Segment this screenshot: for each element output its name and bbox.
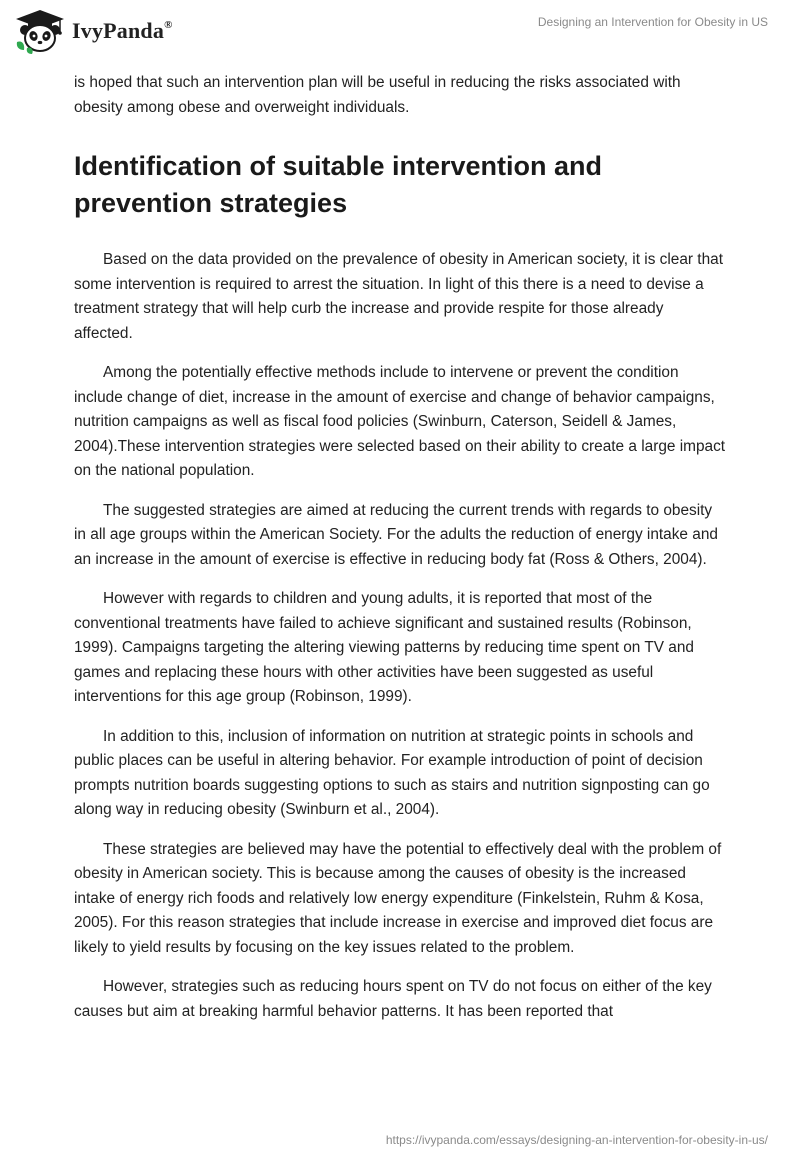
body-paragraph: In addition to this, inclusion of information on nutrition at strategic points in schools and public places can be useful in altering behavior. For example introduction of point of decision prompts nutrition boards suggesting options to such as stairs and nutrition signposting can go along way in reducing obesity (Swinburn et al., 2004).: [74, 727, 710, 818]
document-title: Designing an Intervention for Obesity in US: [537, 15, 768, 29]
essay-body: [74, 71, 726, 1039]
intro-paragraph: is hoped that such an intervention plan will be useful in reducing the risks associated with obesity among obese and overweight individuals.: [74, 74, 681, 116]
panda-graduation-icon: [14, 8, 66, 54]
ivypanda-logo[interactable]: [14, 8, 173, 54]
body-paragraph: Among the potentially effective methods include to intervene or prevent the condition include change of diet, increase in the amount of exercise and change of behavior campaigns, nutrition campaigns as well as fiscal food policies (Swinburn, Caterson, Seidell & James, 2004).These intervention strategies were selected based on their ability to create a large impact on the national population.: [74, 364, 726, 479]
source-url-link[interactable]: https://ivypanda.com/essays/designing-an-intervention-for-obesity-in-us/: [385, 1133, 768, 1147]
body-paragraph: However with regards to children and young adults, it is reported that most of the conventional treatments have failed to achieve significant and sustained results (Robinson, 1999). Campaigns targeting the altering viewing patterns by reducing time spent on TV and games and replacing these hours with other activities have been suggested as useful interventions for this age group (Robinson, 1999).: [74, 590, 694, 705]
body-paragraph: Based on the data provided on the prevalence of obesity in American society, it is clear that some intervention is required to arrest the situation. In light of this there is a need to devise a treatment strategy that will help curb the increase and provide respite for those already affected.: [74, 251, 723, 342]
body-paragraph: However, strategies such as reducing hours spent on TV do not focus on either of the key causes but aim at breaking harmful behavior patterns. It has been reported that: [74, 978, 712, 1020]
body-paragraph: The suggested strategies are aimed at reducing the current trends with regards to obesity in all age groups within the American Society. For the adults the reduction of energy intake and an increase in the amount of exercise is effective in reducing body fat (Ross & Others, 2004).: [74, 501, 718, 568]
section-heading: Identification of suitable intervention and prevention strategies: [74, 151, 603, 218]
page-header: [0, 0, 800, 62]
body-paragraph: These strategies are believed may have the potential to effectively deal with the problem of obesity in American society. This is because among the causes of obesity is the increased intake of energy rich foods and relatively low energy expenditure (Finkelstein, Ruhm & Kosa, 2005). For this reason strategies that include increase in exercise and improved diet focus are likely to yield results by focusing on the key issues related to the problem.: [74, 840, 722, 956]
logo-wordmark: IvyPanda®: [72, 18, 173, 43]
